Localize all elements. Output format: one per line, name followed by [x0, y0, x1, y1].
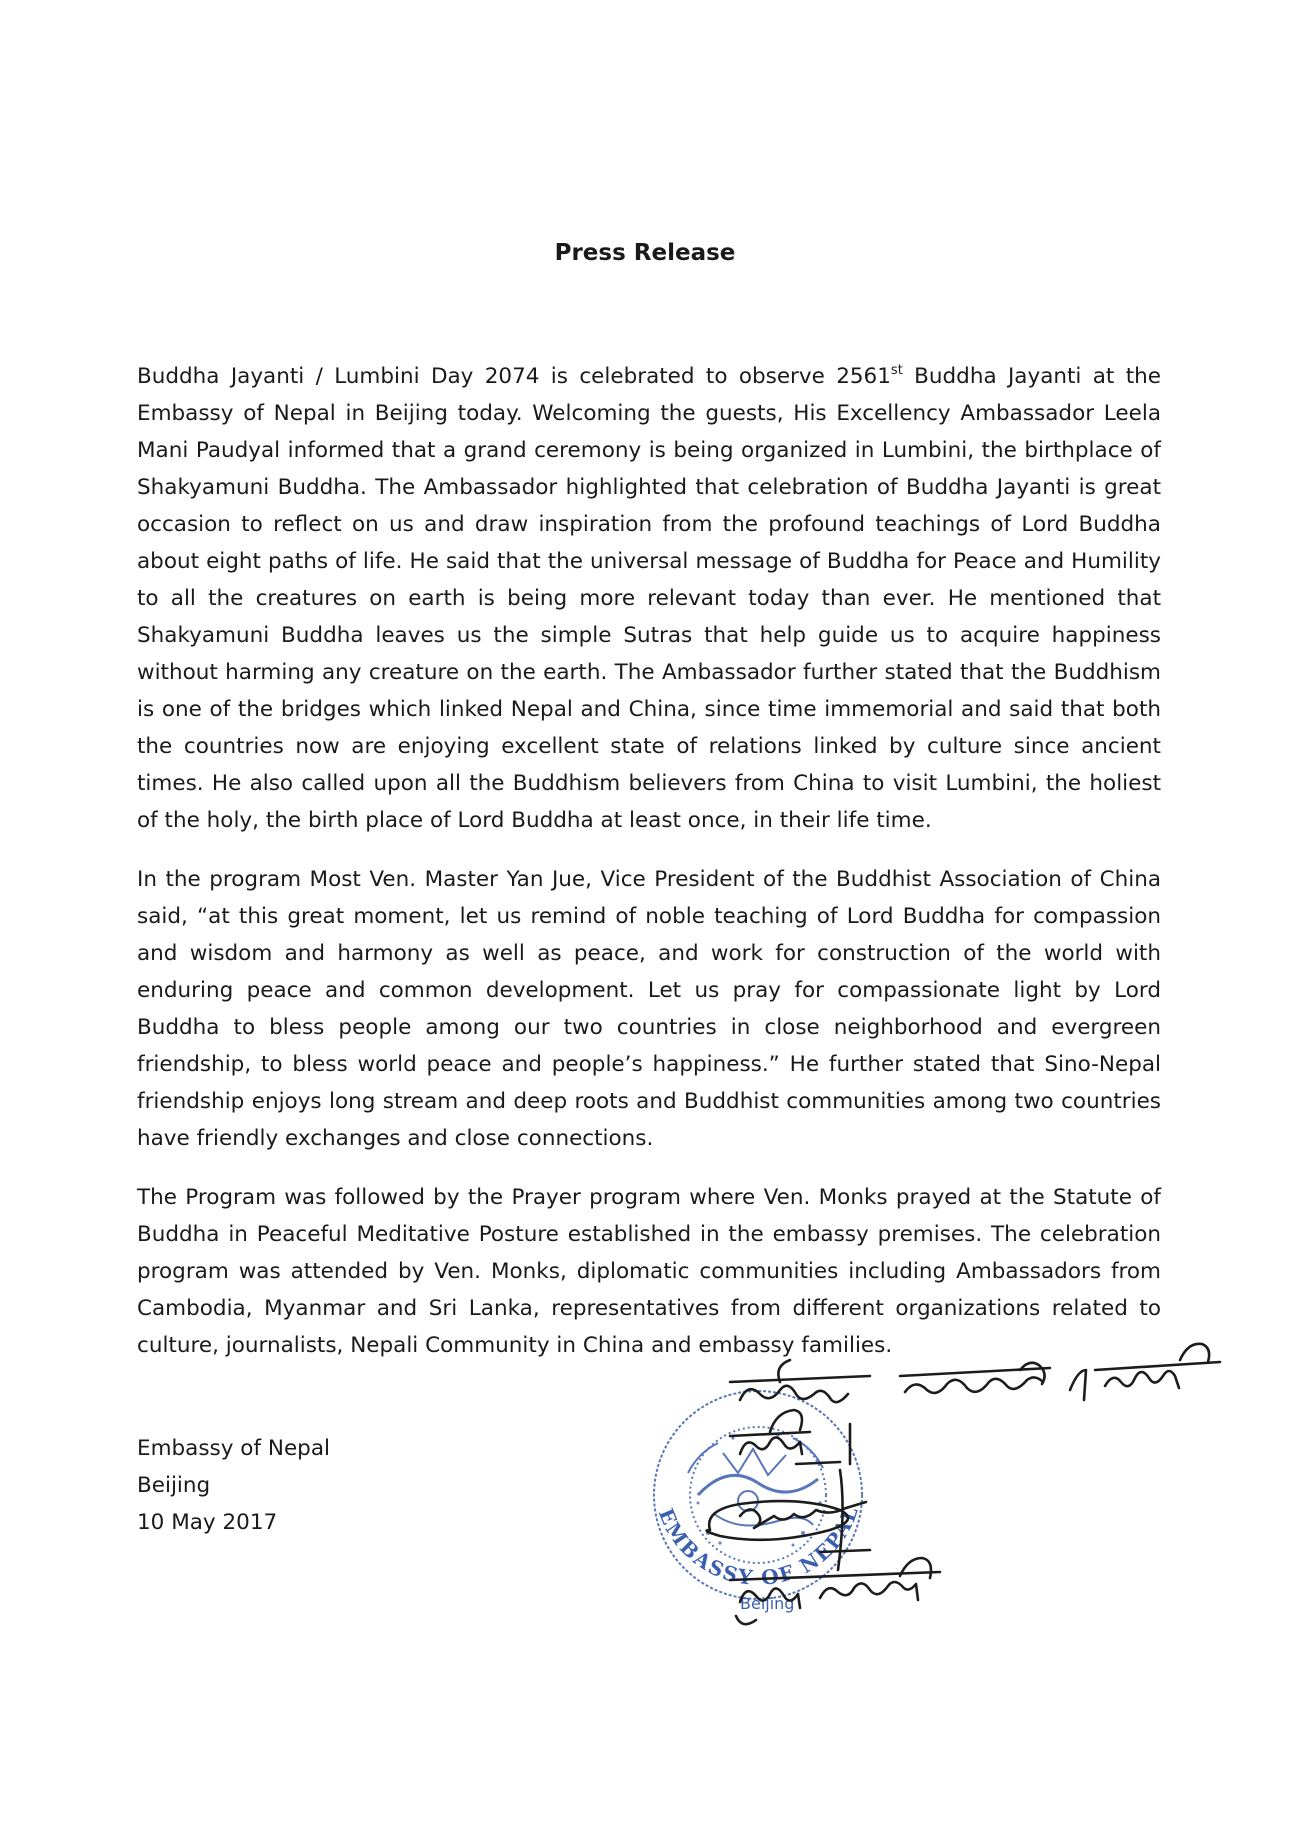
- paragraph-2: In the program Most Ven. Master Yan Jue, Vice President of the Buddhist Association of China said, “at this great moment, let us remind of noble teaching of Lord Buddha for compassion and wisdom and harmony as well as peace, and work for construction of the world with enduring peace and common development. Let us pray for compassionate light by Lord Buddha to bless people among our two countries in close neighborhood and evergreen friendship, to bless world peace and people’s happiness.” He further stated that Sino-Nepal friendship enjoys long stream and deep roots and Buddhist communities among two countries have friendly exchanges and close connections.: [137, 867, 1161, 1151]
- signoff-date: 10 May 2017: [137, 1510, 278, 1535]
- signoff-block: [137, 1430, 330, 1541]
- document-body: [137, 358, 1161, 1386]
- paragraph-1-text-end: Buddha Jayanti at the Embassy of Nepal in Beijing today. Welcoming the guests, His Excellency Ambassador Leela Mani Paudyal informed that a grand ceremony is being organized in Lumbini, the birthplace of Shakyamuni Buddha. The Ambassador highlighted that celebration of Buddha Jayanti is great occasion to reflect on us and draw inspiration from the profound teachings of Lord Buddha about eight paths of life. He said that the universal message of Buddha for Peace and Humility to all the creatures on earth is being more relevant today than ever. He mentioned that Shakyamuni Buddha leaves us the simple Sutras that help guide us to acquire happiness without harming any creature on the earth. The Ambassador further stated that the Buddhism is one of the bridges which linked Nepal and China, since time immemorial and said that both the countries now are enjoying excellent state of relations linked by culture since ancient times. He also called upon all the Buddhism believers from China to visit Lumbini, the holiest of the holy, the birth place of Lord Buddha at least once, in their life time.: [137, 364, 1161, 833]
- paragraph-1-text-start: Buddha Jayanti / Lumbini Day 2074 is celebrated to observe 2561: [137, 364, 891, 389]
- signoff-organization: Embassy of Nepal: [137, 1436, 330, 1461]
- stamp-text: EMBASSY OF NEPAL: [653, 1501, 864, 1591]
- paragraph-3: The Program was followed by the Prayer program where Ven. Monks prayed at the Statute of Buddha in Peaceful Meditative Posture established in the embassy premises. The celebration program was attended by Ven. Monks, diplomatic communities including Ambassadors from Cambodia, Myanmar and Sri Lanka, representatives from different organizations related to culture, journalists, Nepali Community in China and embassy families.: [137, 1185, 1161, 1358]
- ordinal-suffix: st: [890, 363, 903, 378]
- stamp-city: Beijing: [740, 1594, 795, 1613]
- handwritten-signature: [700, 1340, 1250, 1640]
- document-title: Press Release: [554, 240, 736, 266]
- signoff-city: Beijing: [137, 1473, 211, 1498]
- paragraph-1: [137, 358, 1161, 839]
